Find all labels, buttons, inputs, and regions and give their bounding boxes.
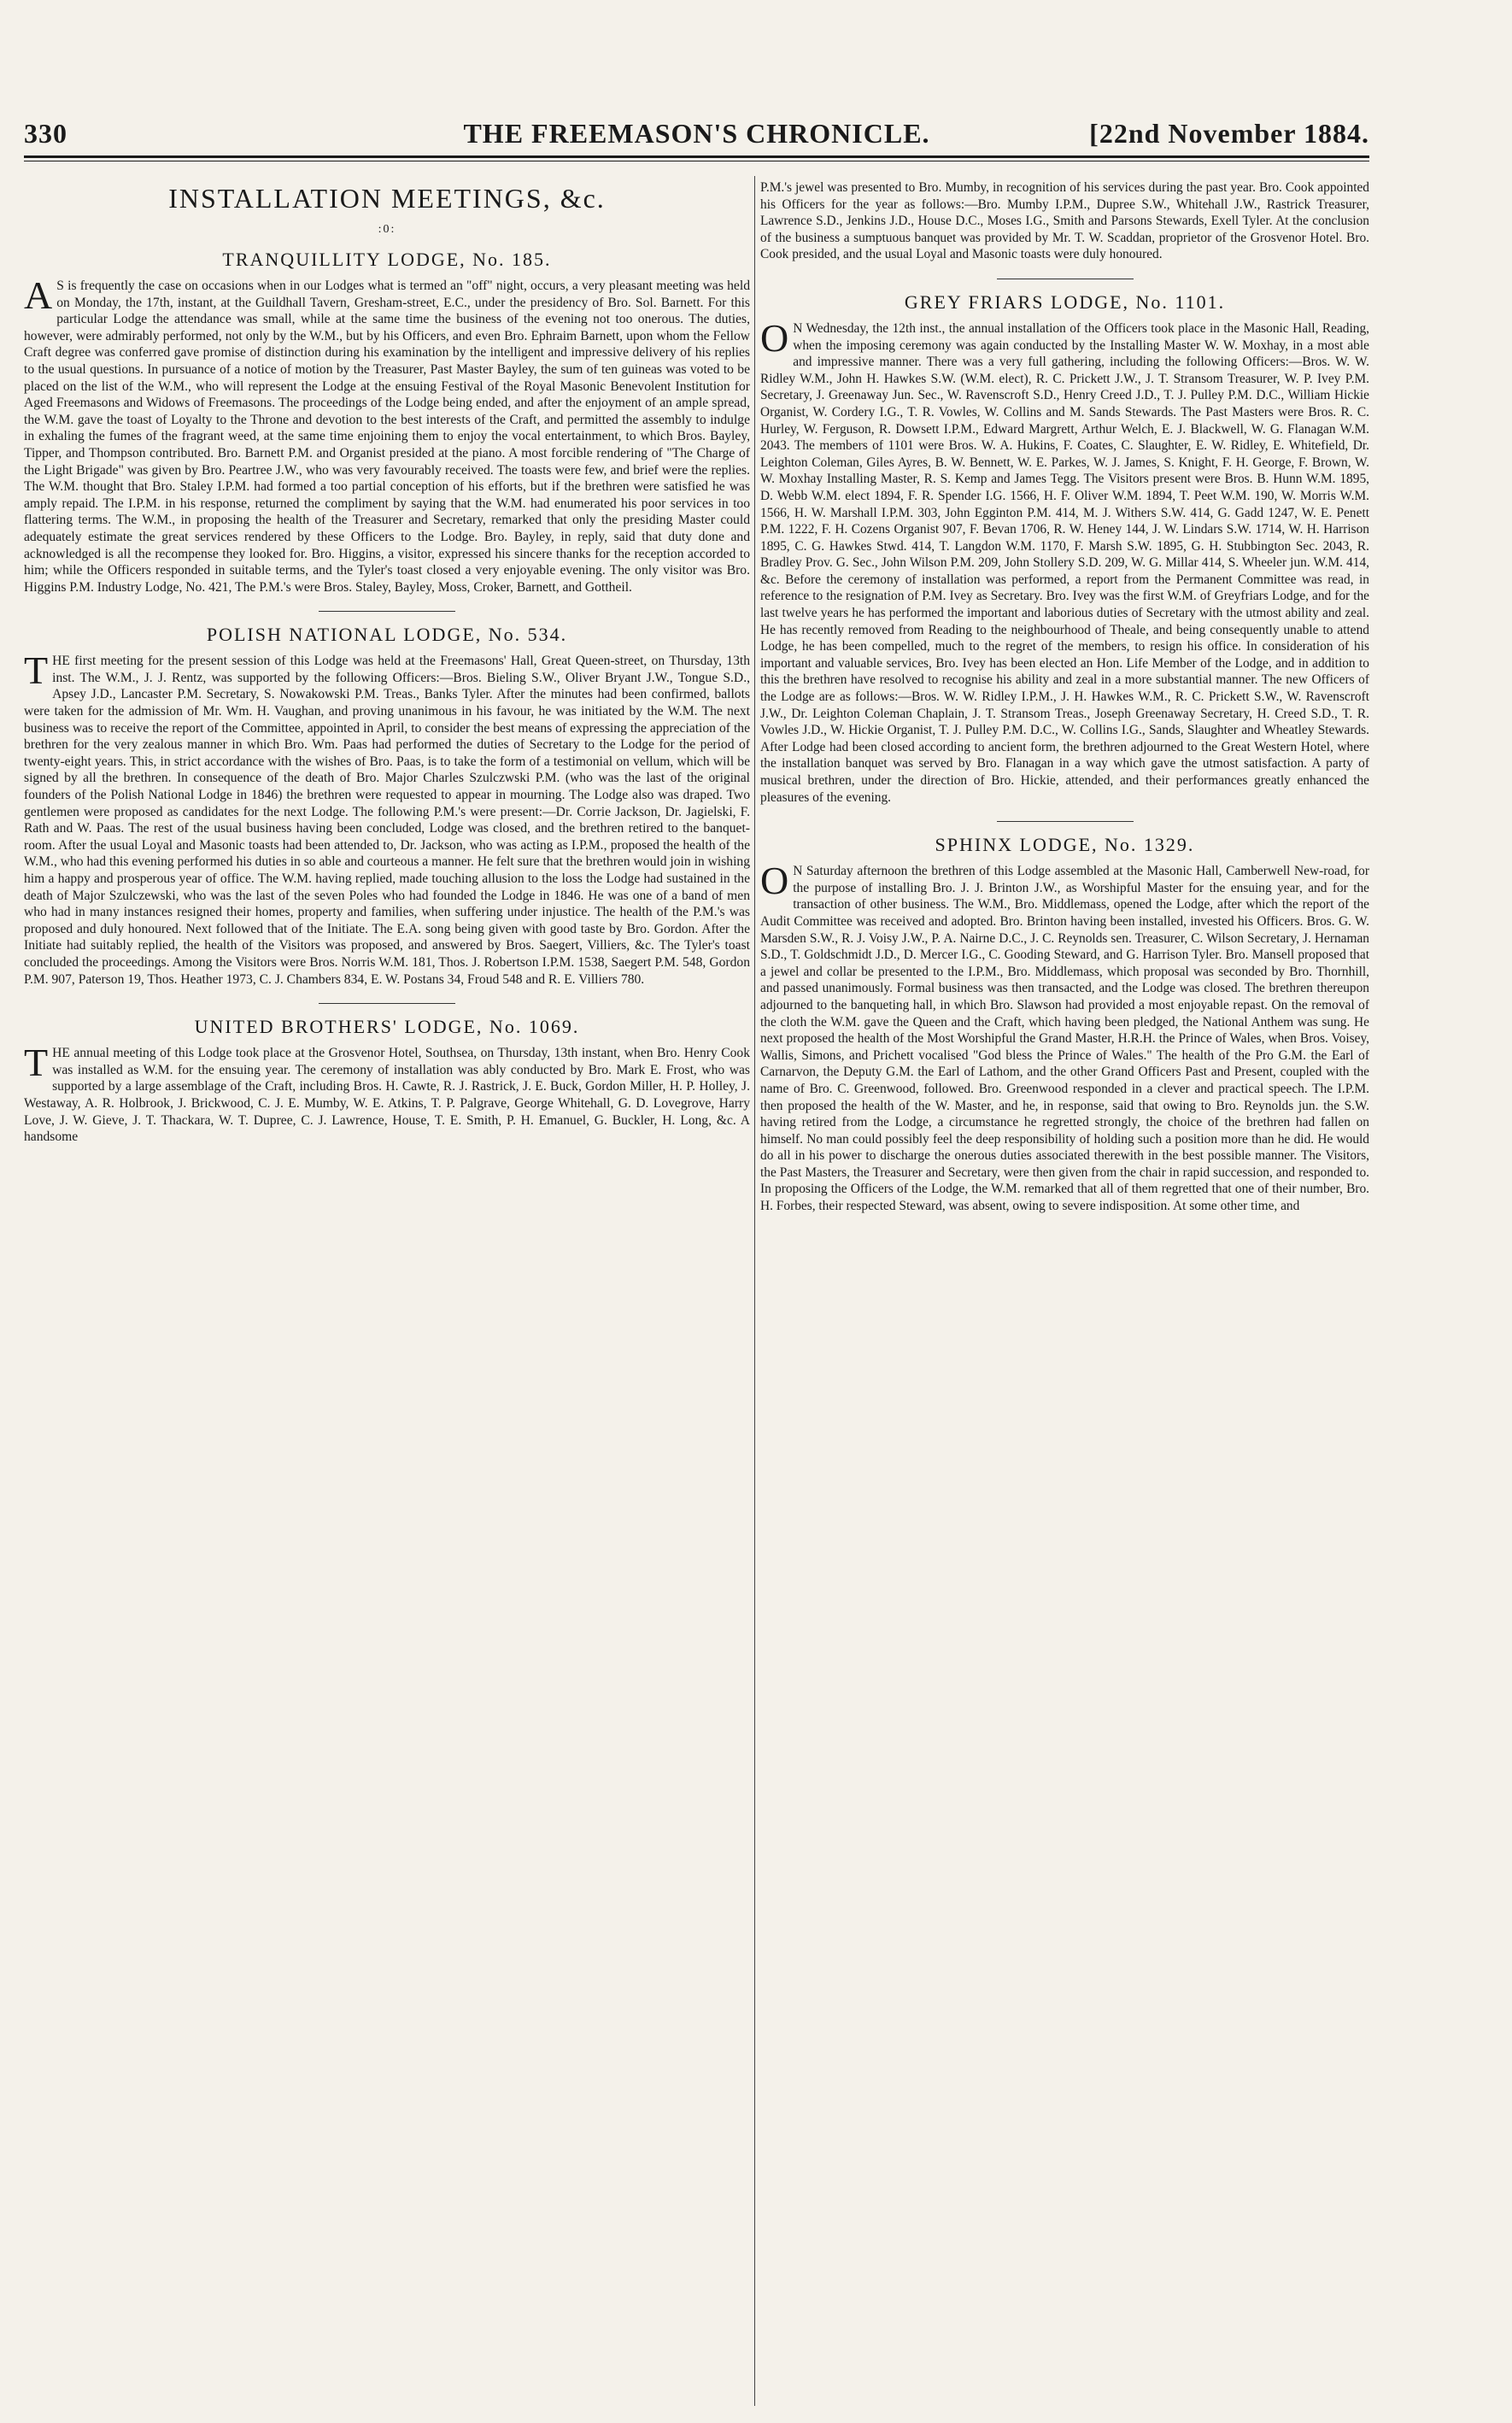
column-divider [754,176,755,2406]
section-divider [319,611,455,612]
sphinx-lodge-title: SPHINX LODGE, No. 1329. [935,834,1195,856]
running-head [24,118,1369,154]
polish-lodge-title: POLISH NATIONAL LODGE, No. 534. [206,624,568,646]
right-column [760,176,1369,1215]
section-title: INSTALLATION MEETINGS, &c. [168,183,606,214]
united-brothers-lodge-title: UNITED BROTHERS' LODGE, No. 1069. [194,1016,580,1038]
section-divider [997,821,1134,822]
header-rule [24,155,1369,158]
issue-date: [22nd November 1884. [1089,118,1369,149]
united-brothers-report-continued: P.M.'s jewel was presented to Bro. Mumby, in recognition of his services during the past year. Bro. Cook appointed his Officers for the year as follows:—Bro. Mumby I.P.M., Dupree S.W., Whitehall J.W., Rastrick Treasurer, Lawrence S.D., Jenkins J.D., House D.C., Moses I.G., Smith and Parsons Stewards, Exell Tyler. At the conclusion of the business a sumptuous banquet was provided by Mr. T. W. Scaddan, proprietor of the Grosvenor Hotel. Bro. Cook presided, and the usual Loyal and Masonic toasts were duly honoured. [760,180,1369,262]
title-ornament: :0: [378,223,396,236]
united-brothers-lodge-report: THE annual meeting of this Lodge took place at the Grosvenor Hotel, Southsea, on Thursday, 13th instant, when Bro. Henry Cook was installed as W.M. for the ensuing year. The ceremony of installation was ably conducted by Bro. Mark E. Frost, who was supported by a large assemblage of the Craft, including Bros. H. Cawte, R. J. Rastrick, J. E. Buck, Gordon Miller, H. P. Holley, J. Westaway, A. R. Holbrook, J. Brickwood, C. J. E. Mumby, W. E. Atkins, T. P. Palgrave, George Whitehall, G. D. Lovegrove, Harry Love, J. W. Gieve, J. T. Thackara, W. T. Dupree, C. J. Lawrence, House, T. E. Smith, P. H. Emanuel, G. Buckler, H. Long, &c. A handsome [24,1041,750,1145]
journal-title: THE FREEMASON'S CHRONICLE. [463,118,930,149]
page-number: 330 [24,118,67,149]
tranquillity-lodge-title: TRANQUILLITY LODGE, No. 185. [222,249,552,270]
tranquillity-lodge-report: AS is frequently the case on occasions when in our Lodges what is termed an "off" night, occurs, a very pleasant meeting was held on Monday, the 17th, instant, at the Guildhall Tavern, Gresham-street, E.C., under the presidency of Bro. Sol. Barnett. For this particular Lodge the attendance was small, while at the same time the business of the evening not too onerous. The duties, however, were admirably performed, not only by the W.M., but by his Officers, and even Bro. Ephraim Barnett, upon whom the Fellow Craft degree was conferred gave promise of distinction during his examination by the intelligent and impressive delivery of his replies to the usual questions. In pursuance of a notice of motion by the Treasurer, Past Master Bayley, the sum of ten guineas was voted to be placed on the list of the W.M., who will represent the Lodge at the ensuing Festival of the Royal Masonic Benevolent Institution for Aged Freemasons and Widows of Freemasons. The proceedings of the Lodge being ended, and after the enjoyment of an ample spread, the W.M. gave the toast of Loyalty to the Throne and devotion to the best interests of the Craft, and permitted the assembly to indulge in exhaling the fumes of the fragrant weed, at the same time enjoining them to enjoy the vocal entertainment, to which Bros. Bayley, Tipper, and Thompson contributed. Bro. Barnett P.M. and Organist presided at the piano. A most forcible rendering of "The Charge of the Light Brigade" was given by Bro. Peartree J.W., who was very favourably received. The toasts were few, and brief were the replies. The W.M. thought that Bro. Staley I.P.M. had formed a too partial conception of his efforts, but if the brethren were satisfied he was amply repaid. The I.P.M. in his response, returned the compliment by saying that the W.M. had enumerated his poor services in too flattering terms. The W.M., in proposing the health of the Treasurer and Secretary, remarked that only the presiding Master could adequately estimate the great services rendered by these Officers to the Lodge. Bro. Bayley, in reply, said that duty done and acknowledged is all the recompense they looked for. Bro. Higgins, a visitor, expressed his sincere thanks for the reception accorded to him; while the Officers responded in suitable terms, and the Tyler's toast closed a very enjoyable evening. The only visitor was Bro. Higgins P.M. Industry Lodge, No. 421, The P.M.'s were Bros. Staley, Bayley, Moss, Croker, Barnett, and Gottheil. [24,273,750,595]
left-column [24,176,750,1146]
grey-friars-lodge-report: ON Wednesday, the 12th inst., the annual installation of the Officers took place in the Masonic Hall, Reading, when the imposing ceremony was again conducted by the Installing Master W. W. Moxhay, in a most able and impressive manner. There was a very full gathering, including the following Officers:—Bros. W. W. Ridley W.M., John H. Hawkes S.W. (W.M. elect), R. C. Prickett J.W., J. T. Stransom Treasurer, W. P. Ivey P.M. Secretary, J. Greenaway Jun. Sec., W. Ravenscroft S.D., Henry Creed J.D., T. J. Pulley P.M. D.C., William Hickie Organist, W. Cordery I.G., T. R. Vowles, W. Collins and M. Sands Stewards. The Past Masters were Bros. R. C. Hurley, W. Ferguson, R. Dowsett I.P.M., Edward Margrett, Arthur Welch, E. J. Blackwell, W. G. Flanagan W.M. 2043. The members of 1101 were Bros. W. A. Hukins, F. Coates, C. Slaughter, E. W. Ridley, E. Whitefield, Dr. Leighton Coleman, Giles Ayres, B. W. Bennett, W. E. Parkes, W. J. James, S. Knight, F. H. George, F. Brown, W. W. Moxhay Installing Master, R. S. Kemp and James Tegg. The Visitors present were Bros. B. Hunn W.M. 1895, D. Webb W.M. elect 1894, F. R. Spender I.G. 1566, H. F. Oliver W.M. 1894, T. Peet W.M. 190, W. Morris W.M. 1566, H. W. Marshall I.P.M. 303, John Egginton P.M. 414, M. J. Withers S.W. 414, G. Gadd 1247, W. E. Penett P.M. 1222, F. H. Cozens Organist 907, F. Bevan 1706, R. W. Heney 144, J. W. Lindars S.W. 1714, W. H. Harrison 1895, C. G. Hawkes Stwd. 414, T. Langdon W.M. 1170, F. Marsh S.W. 1895, G. H. Stubbington Sec. 2043, R. Bradley Prov. G. Sec., John Wilson P.M. 209, John Stollery S.D. 209, W. G. Millar 414, S. Wheeler jun. W.M. 414, &c. Before the ceremony of installation was performed, a report from the Permanent Committee was read, in reference to the resignation of P.M. Ivey as Secretary. Bro. Ivey was the first W.M. of Greyfriars Lodge, and for the last twelve years he has performed the important and laborious duties of Secretary with the utmost ability and zeal. He has recently removed from Reading to the neighbourhood of Theale, and being consequently unable to attend Lodge, he has been compelled, much to the regret of the members, to resign his office. In consideration of his important and valuable services, Bro. Ivey has been elected an Hon. Life Member of the Lodge, and in addition to this the brethren have resolved to recognise his ability and zeal in a more substantial manner. The new Officers of the Lodge are as follows:—Bros. W. W. Ridley I.P.M., J. H. Hawkes W.M., R. C. Prickett S.W., W. Ravenscroft J.W., Dr. Leighton Coleman Chaplain, J. T. Stransom Treas., Joseph Greenaway Secretary, H. Creed S.D., T. R. Vowles J.D., W. Hickie Organist, T. J. Pulley P.M. D.C., W. Collins I.G., Sands, Slaughter and Wheatley Stewards. After Lodge had been closed according to ancient form, the brethren adjourned to the Great Western Hotel, where the installation banquet was served by Bro. Flanagan in a way which gave the utmost satisfaction. A party of musical brethren, under the direction of Bro. Hickie, attended, and their performances greatly enhanced the pleasures of the evening. [760,315,1369,805]
section-divider [319,1003,455,1004]
sphinx-lodge-report: ON Saturday afternoon the brethren of this Lodge assembled at the Masonic Hall, Camberwell New-road, for the purpose of installing Bro. J. J. Brinton J.W., as Worshipful Master for the ensuing year, and for the transaction of other business. The W.M., Bro. Middlemass, opened the Lodge, after which the report of the Audit Committee was received and adopted. Bro. Brinton having been installed, invested his Officers. Bros. G. W. Marsden S.W., R. J. Voisy J.W., P. A. Nairne D.C., J. C. Reynolds sen. Treasurer, C. Wilson Secretary, J. Hernaman S.D., T. Goldschmidt J.D., D. Mercer I.G., C. Gooding Steward, and G. Harrison Tyler. Bro. Mansell proposed that a jewel and collar be presented to the I.P.M., Bro. Middlemass, which proposal was seconded by Bro. Thornhill, and passed unanimously. Formal business was then transacted, and the Lodge was closed. The brethren thereupon adjourned to the banqueting hall, in which Bro. Slawson had provided a most enjoyable repast. On the removal of the cloth the W.M. gave the Queen and the Craft, which having been pledged, the National Anthem was sung. He next proposed the health of the Most Worshipful the Grand Master, H.R.H. the Prince of Wales, when Bros. Voisey, Wallis, Simons, and Prichett vocalised "God bless the Prince of Wales." The health of the Pro G.M. the Earl of Carnarvon, the Deputy G.M. the Earl of Lathom, and the other Grand Officers Past and Present, coupled with the name of Bro. C. Greenwood, followed. Bro. Greenwood responded in a clever and practical speech. The I.P.M. then proposed the health of the W. Master, and he, in response, said that owing to Bro. Reynolds jun. the S.W. having retired from the Lodge, a circumstance he regretted strongly, the choice of the brethren had fallen on himself. No man could possibly feel the deep responsibility of holding such a position more than he did. He would do all in his power to discharge the onerous duties associated therewith in the best possible manner. The Visitors, the Past Masters, the Treasurer and Secretary, were then given from the chair in rapid succession, and responded to. In proposing the Officers of the Lodge, the W.M. remarked that all of them regretted that one of their number, Bro. H. Forbes, their respected Steward, was absent, owing to severe indisposition. At some other time, and [760,859,1369,1214]
polish-lodge-report: THE first meeting for the present session of this Lodge was held at the Freemasons' Hall, Great Queen-street, on Thursday, 13th inst. The W.M., J. J. Rentz, was supported by the following Officers:—Bros. Bieling S.W., Oliver Bryant J.W., Tongue S.D., Apsey J.D., Lancaster P.M. Secretary, S. Nowakowski P.M. Treas., Banks Tyler. After the minutes had been confirmed, ballots were taken for the admission of Mr. Wm. H. Vaughan, and proving unanimous in his favour, he was initiated by the W.M. The next business was to receive the report of the Committee, appointed in April, to consider the best means of expressing the appreciation of the brethren for the very zealous manner in which Bro. Wm. Paas had performed the duties of Secretary to the Lodge for the period of twenty-eight years. This, in strict accordance with the wishes of Bro. Paas, is to take the form of a testimonial on vellum, which will be signed by all the brethren. In consequence of the death of Bro. Major Charles Szulczwski P.M. (who was the last of the original founders of the Polish National Lodge in 1846) the brethren were requested to appear in mourning. The Lodge also was draped. Two gentlemen were proposed as candidates for the next Lodge. The following P.M.'s were present:—Dr. Corrie Jackson, Dr. Jagielski, F. Rath and W. Paas. The rest of the usual business having been concluded, Lodge was closed, and the brethren retired to the banquet-room. After the usual Loyal and Masonic toasts had been attended to, Dr. Jackson, who was acting as I.P.M., proposed the health of the W.M., who had this evening performed his duties in so able and courteous a manner. He felt sure that the brethren would join in wishing him a happy and prosperous year of office. The W.M. having replied, made touching allusion to the loss the Lodge had sustained in the death of Major Szulczewski, who was the last of the seven Poles who had founded the Lodge in 1846. He was one of a band of men who had in many instances resigned their homes, property and families, when suffering under injustice. The health of the P.M.'s was proposed and duly honoured. Next followed that of the Initiate. The E.A. song being given with good taste by Bro. Gordon. After the Initiate had suitably replied, the health of the Visitors was proposed, and answered by Bros. Saegert, Villiers, &c. The Tyler's toast concluded the proceedings. Among the Visitors were Bros. Norris W.M. 181, Thos. J. Robertson I.P.M. 1538, Saegert P.M. 548, Gordon P.M. 907, Paterson 19, Thos. Heather 1973, C. J. Chambers 834, E. W. Postans 34, Froud 548 and R. E. Villiers 780. [24,648,750,987]
grey-friars-lodge-title: GREY FRIARS LODGE, No. 1101. [904,290,1226,313]
